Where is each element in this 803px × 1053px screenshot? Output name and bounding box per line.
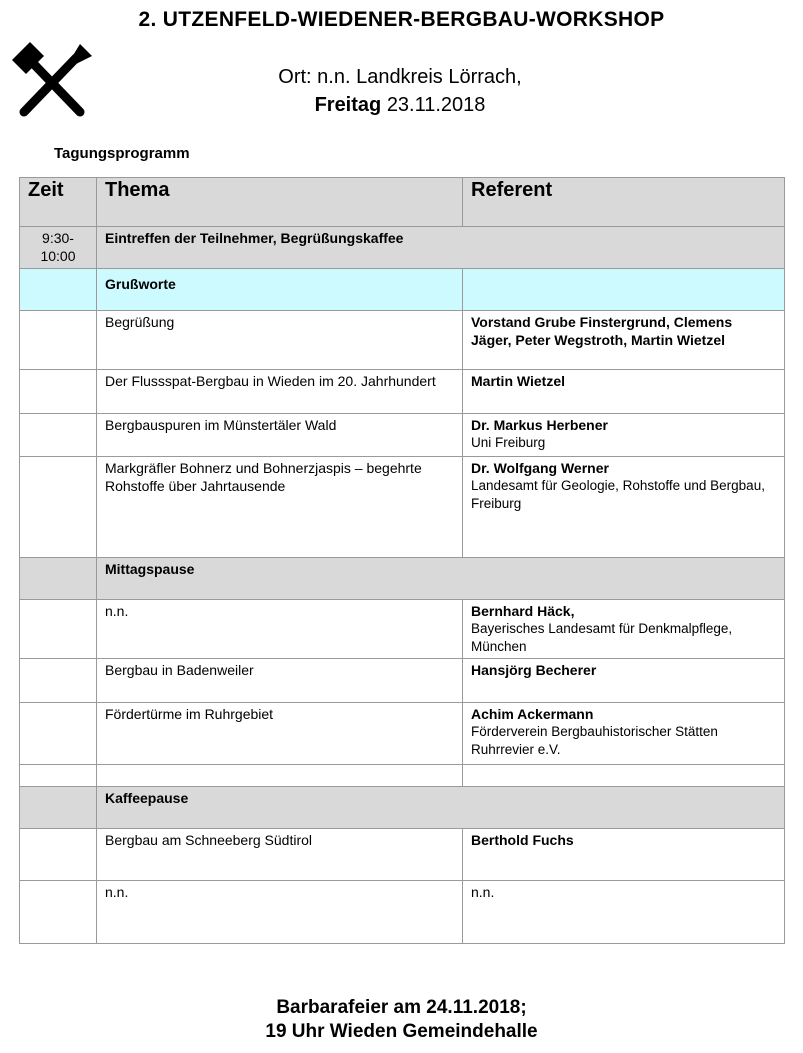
event-date: [140, 94, 660, 117]
column-header-topic: Thema: [97, 178, 463, 227]
speaker-name: Dr. Wolfgang Werner: [471, 460, 609, 476]
speaker-cell: [463, 457, 785, 558]
footer-note: [0, 996, 803, 1044]
event-date-value: 23.11.2018: [386, 94, 486, 116]
event-location: Ort: n.n. Landkreis Lörrach,: [278, 66, 522, 88]
section-label-grussworte: Grußworte: [97, 269, 463, 311]
table-row: [20, 703, 785, 765]
speaker-organization: Bayerisches Landesamt für Denkmalpflege, München: [471, 621, 733, 654]
topic-cell: n.n.: [97, 600, 463, 659]
speaker-name: Achim Ackermann: [471, 706, 594, 722]
section-label-lunch: Mittagspause: [97, 558, 785, 600]
column-header-time: Zeit: [20, 178, 97, 227]
speaker-name: Berthold Fuchs: [463, 829, 785, 881]
topic-cell: Begrüßung: [97, 311, 463, 370]
topic-cell: Markgräfler Bohnerz und Bohnerzjaspis – begehrte Rohstoffe über Jahrtausende: [97, 457, 463, 558]
table-row: [20, 370, 785, 414]
section-row-grussworte: [20, 269, 785, 311]
speaker-name: Vorstand Grube Finstergrund, Clemens Jäger, Peter Wegstroth, Martin Wietzel: [463, 311, 785, 370]
empty-row: [20, 765, 785, 787]
arrival-time: 9:30- 10:00: [20, 227, 97, 269]
table-header-row: [20, 178, 785, 227]
speaker-cell: [463, 703, 785, 765]
arrival-text: Eintreffen der Teilnehmer, Begrüßungskaffee: [97, 227, 785, 269]
table-row: [20, 829, 785, 881]
speaker-organization: Uni Freiburg: [471, 435, 546, 450]
footer-line-2: 19 Uhr Wieden Gemeindehalle: [265, 1021, 538, 1042]
section-label-coffee: Kaffeepause: [97, 787, 785, 829]
table-row: [20, 881, 785, 944]
table-row: [20, 414, 785, 457]
table-row: [20, 659, 785, 703]
program-heading: Tagungsprogramm: [54, 145, 190, 162]
speaker-cell: [463, 414, 785, 457]
section-row-lunch: [20, 558, 785, 600]
column-header-speaker: Referent: [463, 178, 785, 227]
speaker-organization: Förderverein Bergbauhistorischer Stätten Ruhrrevier e.V.: [471, 724, 718, 757]
event-day: Freitag: [314, 94, 382, 116]
table-row: [20, 600, 785, 659]
arrival-row: [20, 227, 785, 269]
topic-cell: n.n.: [97, 881, 463, 944]
speaker-name: Bernhard Häck,: [471, 603, 575, 619]
speaker-name: n.n.: [463, 881, 785, 944]
page-title: 2. UTZENFELD-WIEDENER-BERGBAU-WORKSHOP: [138, 8, 665, 31]
footer-line-1: Barbarafeier am 24.11.2018;: [276, 997, 527, 1018]
topic-cell: Der Flussspat-Bergbau in Wieden im 20. Jahrhundert: [97, 370, 463, 414]
section-row-coffee: [20, 787, 785, 829]
program-table: [19, 177, 785, 944]
topic-cell: Fördertürme im Ruhrgebiet: [97, 703, 463, 765]
speaker-name: Dr. Markus Herbener: [471, 417, 608, 433]
topic-cell: Bergbauspuren im Münstertäler Wald: [97, 414, 463, 457]
hammer-and-pick-icon: [10, 40, 94, 120]
table-row: [20, 311, 785, 370]
speaker-organization: Landesamt für Geologie, Rohstoffe und Bergbau, Freiburg: [471, 478, 765, 511]
topic-cell: Bergbau am Schneeberg Südtirol: [97, 829, 463, 881]
topic-cell: Bergbau in Badenweiler: [97, 659, 463, 703]
speaker-cell: [463, 600, 785, 659]
speaker-name: Martin Wietzel: [463, 370, 785, 414]
speaker-name: Hansjörg Becherer: [463, 659, 785, 703]
table-row: [20, 457, 785, 558]
